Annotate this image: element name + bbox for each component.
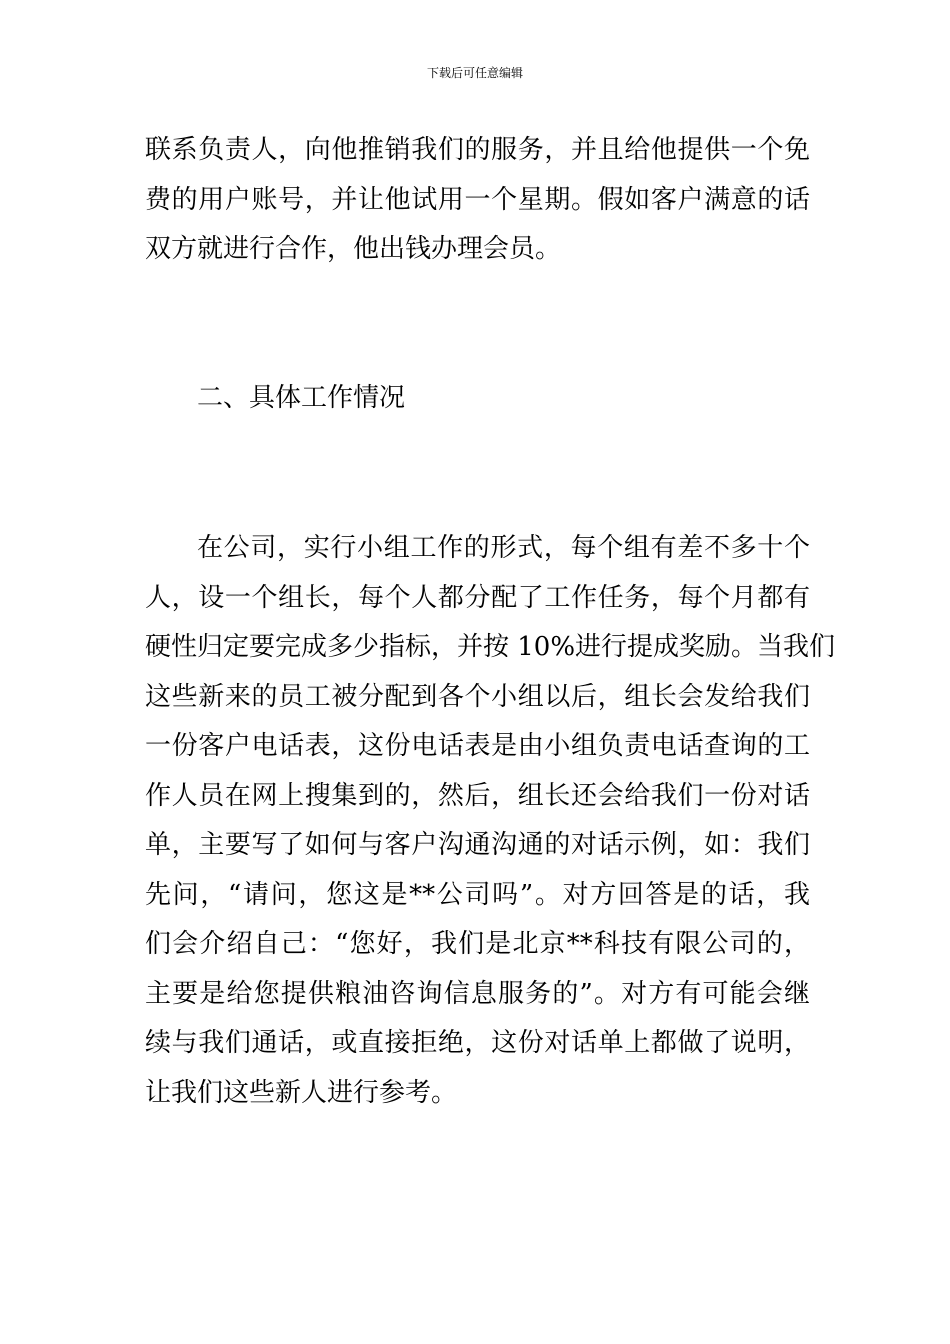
section-heading: 二、具体工作情况 (197, 383, 406, 413)
paragraph-line: 人，设一个组长，每个人都分配了工作任务，每个月都有 (145, 582, 810, 613)
paragraph-line: 硬性归定要完成多少指标，并按 10%进行提成奖励。当我们 (145, 632, 836, 662)
paragraph-1 (145, 126, 810, 275)
paragraph-line: 主要是给您提供粮油咨询信息服务的”。对方有可能会继 (145, 978, 810, 1009)
paragraph-line: 先问，“请问，您这是**公司吗”。对方回答是的话，我 (145, 879, 810, 910)
paragraph-line: 们会介绍自己：“您好，我们是北京**科技有限公司的， (145, 929, 810, 959)
paragraph-line: 这些新来的员工被分配到各个小组以后，组长会发给我们 (145, 681, 810, 712)
paragraph-2 (145, 524, 836, 1118)
paragraph-line: 在公司，实行小组工作的形式，每个组有差不多十个 (197, 533, 810, 563)
paragraph-line: 双方就进行合作，他出钱办理会员。 (145, 234, 562, 264)
paragraph-line: 单，主要写了如何与客户沟通沟通的对话示例，如：我们 (145, 830, 810, 860)
paragraph-line: 续与我们通话，或直接拒绝，这份对话单上都做了说明， (145, 1028, 810, 1058)
paragraph-line: 让我们这些新人进行参考。 (145, 1077, 458, 1108)
paragraph-line: 费的用户账号，并让他试用一个星期。假如客户满意的话 (145, 184, 810, 215)
page-header-note: 下载后可任意编辑 (426, 66, 523, 80)
paragraph-line: 一份客户电话表，这份电话表是由小组负责电话查询的工 (145, 731, 810, 761)
paragraph-line: 作人员在网上搜集到的，然后，组长还会给我们一份对话 (145, 780, 810, 811)
paragraph-line: 联系负责人，向他推销我们的服务，并且给他提供一个免 (145, 135, 810, 165)
